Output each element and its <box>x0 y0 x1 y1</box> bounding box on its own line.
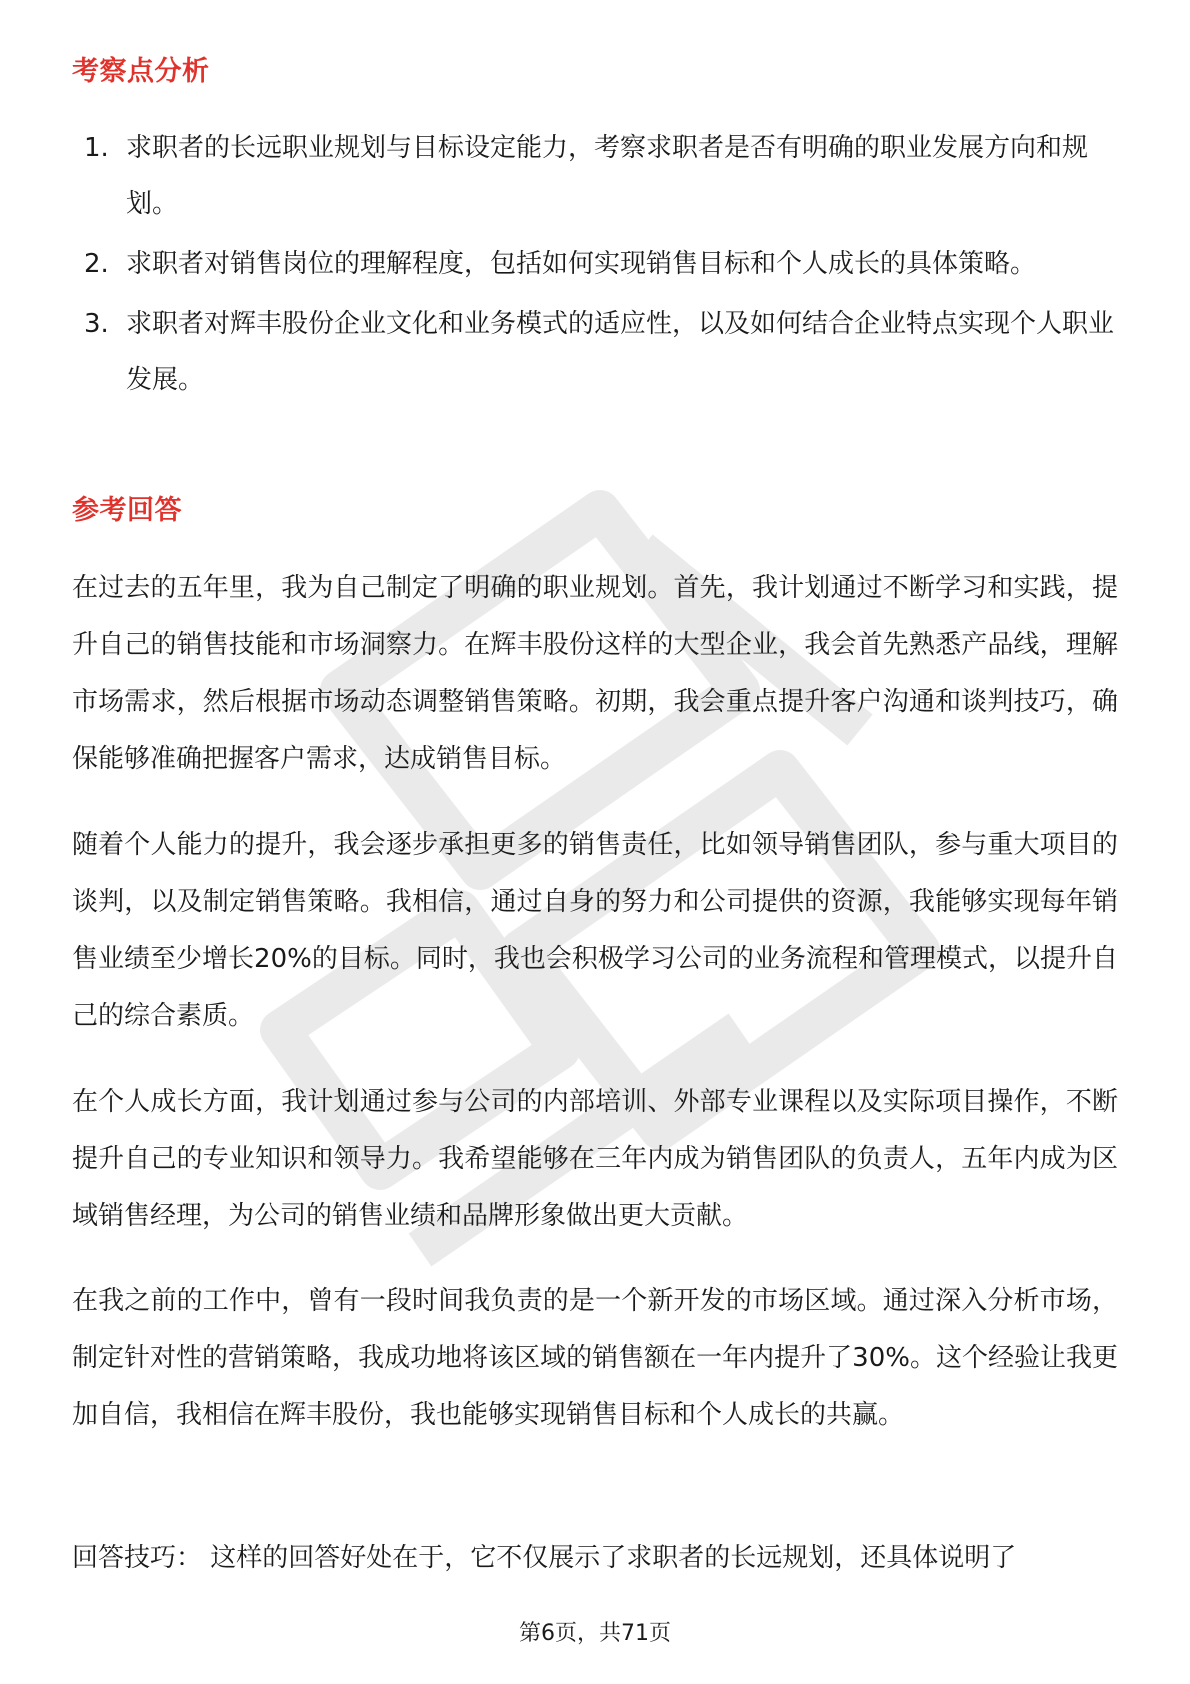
list-item-number: 1. <box>84 133 109 163</box>
analysis-list <box>84 120 1124 412</box>
list-item <box>84 120 1124 232</box>
list-item-number: 2. <box>84 249 109 279</box>
answer-paragraph: 在我之前的工作中，曾有一段时间我负责的是一个新开发的市场区域。通过深入分析市场，制定针对性的营销策略，我成功地将该区域的销售额在一年内提升了30%。这个经验让我更加自信，我相信在辉丰股份，我也能够实现销售目标和个人成长的共赢。 <box>72 1286 1118 1430</box>
page-number: 第6页，共71页 <box>519 1621 671 1646</box>
answer-paragraph: 随着个人能力的提升，我会逐步承担更多的销售责任，比如领导销售团队，参与重大项目的谈判，以及制定销售策略。我相信，通过自身的努力和公司提供的资源，我能够实现每年销售业绩至少增长20%的目标。同时，我也会积极学习公司的业务流程和管理模式，以提升自己的综合素质。 <box>72 830 1118 1031</box>
list-item-number: 3. <box>84 309 109 339</box>
answer-paragraph: 在过去的五年里，我为自己制定了明确的职业规划。首先，我计划通过不断学习和实践，提升自己的销售技能和市场洞察力。在辉丰股份这样的大型企业，我会首先熟悉产品线，理解市场需求，然后根据市场动态调整销售策略。初期，我会重点提升客户沟通和谈判技巧，确保能够准确把握客户需求，达成销售目标。 <box>72 573 1118 774</box>
answer-paragraph: 在个人成长方面，我计划通过参与公司的内部培训、外部专业课程以及实际项目操作，不断提升自己的专业知识和领导力。我希望能够在三年内成为销售团队的负责人，五年内成为区域销售经理，为公司的销售业绩和品牌形象做出更大贡献。 <box>72 1087 1118 1231</box>
list-item <box>84 236 1124 292</box>
answer-heading: 参考回答 <box>72 495 182 526</box>
list-item-text: 求职者对辉丰股份企业文化和业务模式的适应性，以及如何结合企业特点实现个人职业发展。 <box>126 309 1115 395</box>
list-item <box>84 296 1124 408</box>
list-item-text: 求职者对销售岗位的理解程度，包括如何实现销售目标和个人成长的具体策略。 <box>126 249 1037 279</box>
answer-tips-paragraph: 回答技巧： 这样的回答好处在于，它不仅展示了求职者的长远规划，还具体说明了 <box>72 1543 1017 1573</box>
analysis-heading: 考察点分析 <box>72 56 210 87</box>
list-item-text: 求职者的长远职业规划与目标设定能力，考察求职者是否有明确的职业发展方向和规划。 <box>126 133 1089 219</box>
